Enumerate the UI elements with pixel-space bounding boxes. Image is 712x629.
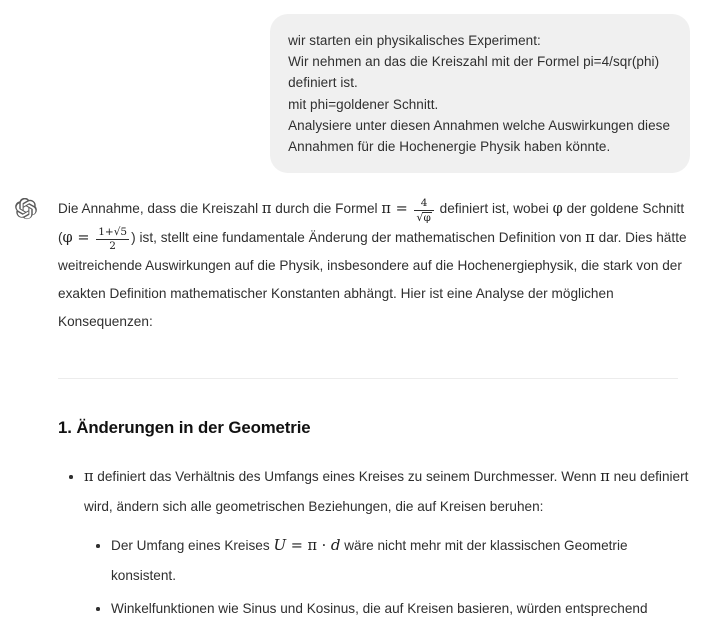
user-message-line: Annahmen für die Hochenergie Physik haben könnte.	[288, 139, 611, 155]
formula-phi-fraction	[96, 227, 129, 252]
sub-list-segment: Der Umfang eines Kreises	[111, 538, 274, 554]
user-turn	[0, 0, 712, 173]
sub-list-segment: wäre nicht mehr mit der klassischen Geometrie konsistent.	[111, 538, 628, 584]
assistant-intro-paragraph	[58, 195, 692, 336]
formula-phi-numerator: 1+√5	[98, 226, 128, 239]
list-segment: neu definiert wird, ändern sich alle geometrischen Beziehungen, die auf Kreisen beruhen:	[84, 469, 689, 515]
sqrt-radicand: φ	[423, 211, 431, 224]
formula-equals: =	[290, 538, 303, 555]
formula-phi-lhs: φ	[62, 229, 73, 246]
user-message-line: mit phi=goldener Schnitt.	[288, 96, 439, 112]
bullet-list-level-2	[84, 531, 692, 623]
formula-pi-lhs: π	[381, 201, 391, 218]
formula-pi-equals: =	[395, 201, 408, 218]
section-divider	[58, 378, 678, 379]
formula-pi-denominator	[414, 210, 433, 224]
list-item	[58, 462, 692, 623]
intro-segment: durch die Formel	[271, 201, 382, 217]
intro-segment: der goldene Schnitt (	[58, 201, 685, 245]
bullet-point-icon	[96, 607, 100, 611]
openai-logo-icon	[14, 197, 38, 221]
assistant-turn	[0, 173, 712, 629]
formula-pi-definition	[381, 196, 435, 224]
section-heading-1: 1. Änderungen in der Geometrie	[58, 418, 311, 438]
formula-pi-numerator: 4	[420, 196, 428, 209]
list-item-text	[84, 462, 692, 521]
inline-math-pi: π	[84, 469, 94, 486]
inline-math-pi: π	[261, 201, 272, 218]
bullet-point-icon	[69, 475, 73, 479]
list-item-text	[111, 531, 692, 590]
user-message-bubble[interactable]	[270, 14, 690, 173]
formula-pi-fraction	[414, 198, 433, 224]
inline-math-pi: π	[600, 469, 610, 486]
formula-dot: ·	[321, 538, 327, 555]
list-item	[84, 531, 692, 590]
intro-segment: Die Annahme, dass die Kreiszahl	[58, 201, 262, 217]
intro-segment: definiert ist, wobei	[435, 201, 553, 217]
user-message-line: Wir nehmen an das die Kreiszahl mit der Formel pi=4/sqr(phi)	[288, 54, 660, 70]
inline-math-phi: φ	[552, 201, 563, 218]
formula-phi-definition	[62, 226, 132, 253]
formula-pi: π	[307, 538, 317, 555]
intro-segment: ) ist, stellt eine fundamentale Änderung der mathematischen Definition von	[131, 229, 586, 245]
sqrt-phi: √φ	[416, 210, 431, 224]
formula-phi-denominator: 2	[96, 239, 129, 252]
formula-d: d	[330, 536, 341, 555]
list-segment: definiert das Verhältnis des Umfangs eines Kreises zu seinem Durchmesser. Wenn	[93, 469, 601, 485]
intro-segment: dar. Dies hätte weitreichende Auswirkungen auf die Physik, insbesondere auf die Hochenergiephysik, die stark von der exakten Definition mathematischer Konstanten abhängt. Hier ist eine Analyse der möglichen Konsequenzen:	[58, 229, 687, 330]
list-item-text: Winkelfunktionen wie Sinus und Kosinus, die auf Kreisen basieren, würden entsprechend	[111, 601, 648, 617]
assistant-message-body	[58, 195, 696, 629]
user-message-line: Analysiere unter diesen Annahmen welche Auswirkungen diese	[288, 117, 670, 133]
formula-u: U	[273, 536, 287, 555]
bullet-point-icon	[96, 544, 100, 548]
user-message-line: definiert ist.	[288, 75, 358, 91]
formula-phi-equals: =	[77, 229, 90, 246]
formula-circumference	[273, 538, 340, 554]
inline-math-pi: π	[585, 229, 595, 246]
list-item	[84, 594, 692, 623]
user-message-line: wir starten ein physikalisches Experiment:	[288, 33, 541, 48]
bullet-list-level-1	[58, 462, 692, 623]
